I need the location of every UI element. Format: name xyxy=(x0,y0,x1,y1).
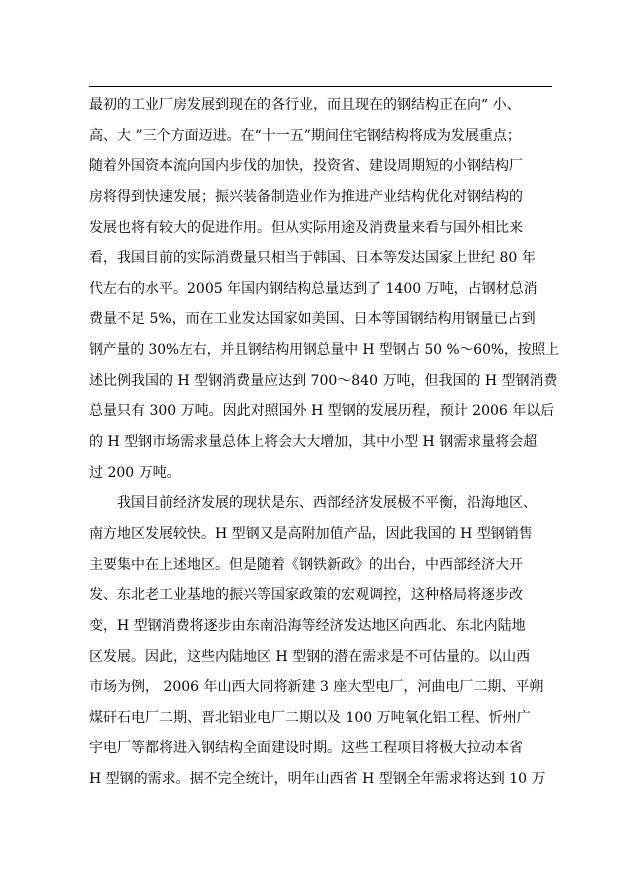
text-line: 主要集中在上述地区。但是随着《钢铁新政》的出台，中西部经济大开 xyxy=(89,556,523,573)
text-line: 述比例我国的 H 型钢消费量应达到 700～840 万吨，但我国的 H 型钢消费 xyxy=(89,372,558,389)
text-line: 代左右的水平。2005 年国内钢结构总量达到了 1400 万吨，占钢材总消 xyxy=(89,280,538,297)
header-rule xyxy=(89,86,552,87)
text-line: 发展也将有较大的促进作用。但从实际用途及消费量来看与国外相比来 xyxy=(89,219,523,236)
text-line: 过 200 万吨。 xyxy=(89,464,181,481)
text-line: 发、东北老工业基地的振兴等国家政策的宏观调控，这种格局将逐步改 xyxy=(89,587,523,604)
body-text xyxy=(89,90,559,795)
paragraph-2 xyxy=(89,488,559,794)
paragraph-1 xyxy=(89,90,559,488)
text-line: 费量不足 5%，而在工业发达国家如美国、日本等国钢结构用钢量已占到 xyxy=(89,311,536,328)
text-line: 我国目前经济发展的现状是东、西部经济发展极不平衡，沿海地区、 xyxy=(117,495,537,512)
text-line: 的 H 型钢市场需求量总体上将会大大增加，其中小型 H 钢需求量将会超 xyxy=(89,434,538,451)
text-line: 高、大 ”三个方面迈进。在“十一五”期间住宅钢结构将成为发展重点； xyxy=(89,127,521,144)
text-line: 随着外国资本流向国内步伐的加快，投资省、建设周期短的小钢结构厂 xyxy=(89,158,523,175)
text-line: 钢产量的 30%左右，并且钢结构用钢总量中 H 型钢占 50 %～60%，按照上 xyxy=(89,342,559,359)
text-line: 看，我国目前的实际消费量只相当于韩国、日本等发达国家上世纪 80 年 xyxy=(89,250,536,267)
text-line: 最初的工业厂房发展到现在的各行业，而且现在的钢结构正在向“ 小、 xyxy=(89,97,521,113)
text-line: H 型钢的需求。据不完全统计，明年山西省 H 型钢全年需求将达到 10 万 xyxy=(89,771,546,788)
text-line: 市场为例， 2006 年山西大同将新建 3 座大型电厂，河曲电厂二期、平朔 xyxy=(89,679,544,696)
text-line: 区发展。因此，这些内陆地区 H 型钢的潜在需求是不可估量的。以山西 xyxy=(89,648,531,665)
text-line: 总量只有 300 万吨。因此对照国外 H 型钢的发展历程，预计 2006 年以后 xyxy=(89,403,555,420)
text-line: 变，H 型钢消费将逐步由东南沿海等经济发达地区向西北、东北内陆地 xyxy=(89,617,526,634)
text-line: 房将得到快速发展；振兴装备制造业作为推进产业结构优化对钢结构的 xyxy=(89,188,523,205)
text-line: 煤矸石电厂二期、晋北铝业电厂二期以及 100 万吨氧化铝工程、忻州广 xyxy=(89,709,531,726)
text-line: 南方地区发展较快。H 型钢又是高附加值产品，因此我国的 H 型钢销售 xyxy=(89,525,533,542)
text-line: 宇电厂等都将进入钢结构全面建设时期。这些工程项目将极大拉动本省 xyxy=(89,740,523,757)
